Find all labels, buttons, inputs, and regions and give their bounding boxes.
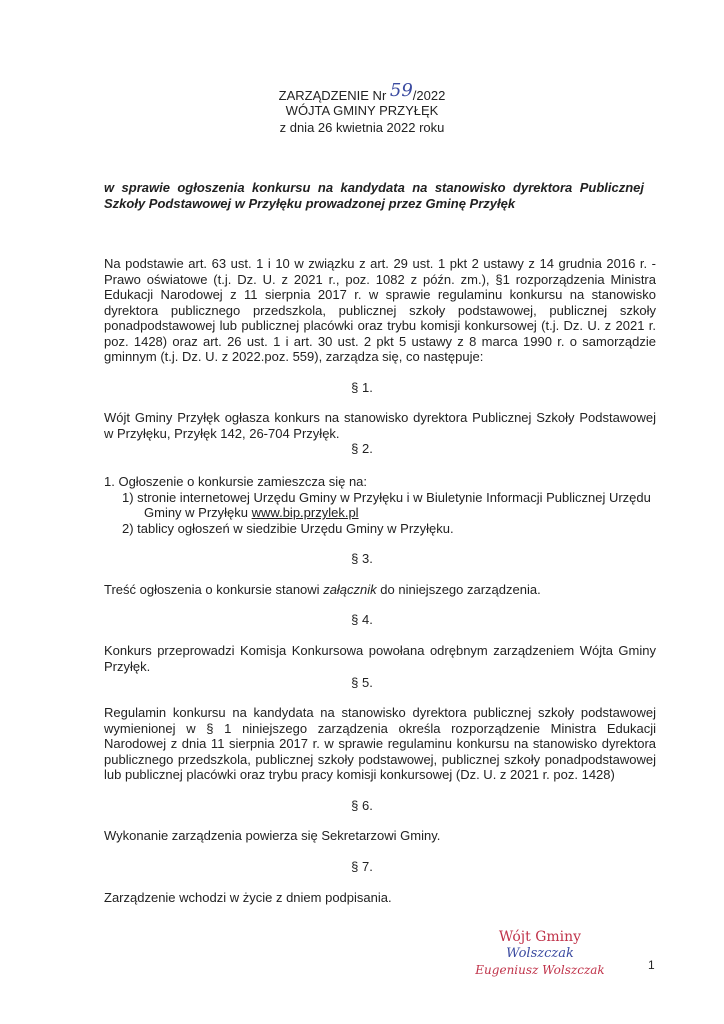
section-2-subitem-1-continuation (104, 505, 656, 521)
issuer-line: WÓJTA GMINY PRZYŁĘK (285, 103, 439, 118)
section-3-text-b: do niniejszego zarządzenia. (376, 582, 541, 597)
section-3-text-a: Treść ogłoszenia o konkursie stanowi (104, 582, 324, 597)
signature-stamp (470, 928, 610, 978)
page-number: 1 (648, 958, 655, 972)
section-1-title: § 1. (351, 380, 373, 395)
section-5-text: Regulamin konkursu na kandydata na stanowisko dyrektora publicznej szkoły podstawowej wymienionej w § 1 niniejszego zarządzenia określa rozporządzenie Ministra Edukacji Narodowej z dnia 11 sierpnia 2017 r. w sprawie regulaminu konkursu na stanowisko dyrektora publicznego przedszkola, publicznej szkoły podstawowej, publicznej szkoły ponadpodstawowej lub publicznej placówki oraz trybu pracy komisji konkursowej (Dz. U. z 2021 r. poz. 1428) (104, 705, 656, 782)
handwritten-number: 59 (389, 80, 413, 101)
section-3-title: § 3. (351, 551, 373, 566)
date-line: z dnia 26 kwietnia 2022 roku (279, 120, 445, 135)
bip-link[interactable]: www.bip.przylek.pl (251, 505, 359, 520)
section-5-title: § 5. (351, 675, 373, 690)
handwritten-signature: Wolszczak (506, 946, 574, 961)
section-6-text: Wykonanie zarządzenia powierza się Sekretarzowi Gminy. (104, 828, 441, 843)
ordinance-subject: w sprawie ogłoszenia konkursu na kandydata na stanowisko dyrektora Publicznej Szkoły Podstawowej w Przyłęku prowadzonej przez Gminę Przyłęk (104, 180, 644, 211)
stamp-title: Wójt Gminy (498, 929, 582, 945)
section-4-text: Konkurs przeprowadzi Komisja Konkursowa powołana odrębnym zarządzeniem Wójta Gminy Przyłęk. (104, 643, 656, 674)
section-1-text: Wójt Gminy Przyłęk ogłasza konkurs na stanowisko dyrektora Publicznej Szkoły Podstawowej w Przyłęku, Przyłęk 142, 26-704 Przyłęk. (104, 410, 656, 441)
section-2-item-1: 1. Ogłoszenie o konkursie zamieszcza się na: (104, 474, 368, 489)
ordinance-prefix: ZARZĄDZENIE Nr (278, 88, 390, 103)
section-2-list (104, 474, 656, 536)
legal-basis-paragraph: Na podstawie art. 63 ust. 1 i 10 w związku z art. 29 ust. 1 pkt 2 ustawy z 14 grudnia 2016 r. - Prawo oświatowe (t.j. Dz. U. z 2021 r., poz. 1082 z późn. zm.), §1 rozporządzenia Ministra Edukacji Narodowej z 11 sierpnia 2017 r. w sprawie regulaminu konkursu na stanowisko dyrektora publicznego przedszkola, publicznej szkoły podstawowej, publicznej szkoły ponadpodstawowej lub publicznej placówki oraz trybu komisji konkursowej (t.j. Dz. U. z 2021 r. poz. 1428) oraz art. 26 ust. 1 i art. 30 ust. 2 pkt 5 ustawy z 8 marca 1990 r. o samorządzie gminnym (t.j. Dz. U. z 2022.poz. 559), zarządza się, co następuje: (104, 256, 656, 364)
section-4-title: § 4. (351, 612, 373, 627)
section-2-subitem-2: 2) tablicy ogłoszeń w siedzibie Urzędu Gminy w Przyłęku. (122, 520, 454, 536)
stamp-name: Eugeniusz Wolszczak (475, 963, 605, 977)
section-6-title: § 6. (351, 798, 373, 813)
section-3-text (104, 582, 656, 598)
section-2-subitem-1: 1) stronie internetowej Urzędu Gminy w Przyłęku i w Biuletynie Informacji Publicznej Urzędu (122, 489, 651, 505)
section-3-attachment-word: załącznik (323, 582, 377, 597)
section-2-title: § 2. (351, 441, 373, 456)
subitem-1-cont-text: Gminy w Przyłęku (144, 505, 252, 520)
section-7-title: § 7. (351, 859, 373, 874)
section-7-text: Zarządzenie wchodzi w życie z dniem podpisania. (104, 890, 392, 905)
ordinance-suffix: /2022 (412, 88, 446, 103)
